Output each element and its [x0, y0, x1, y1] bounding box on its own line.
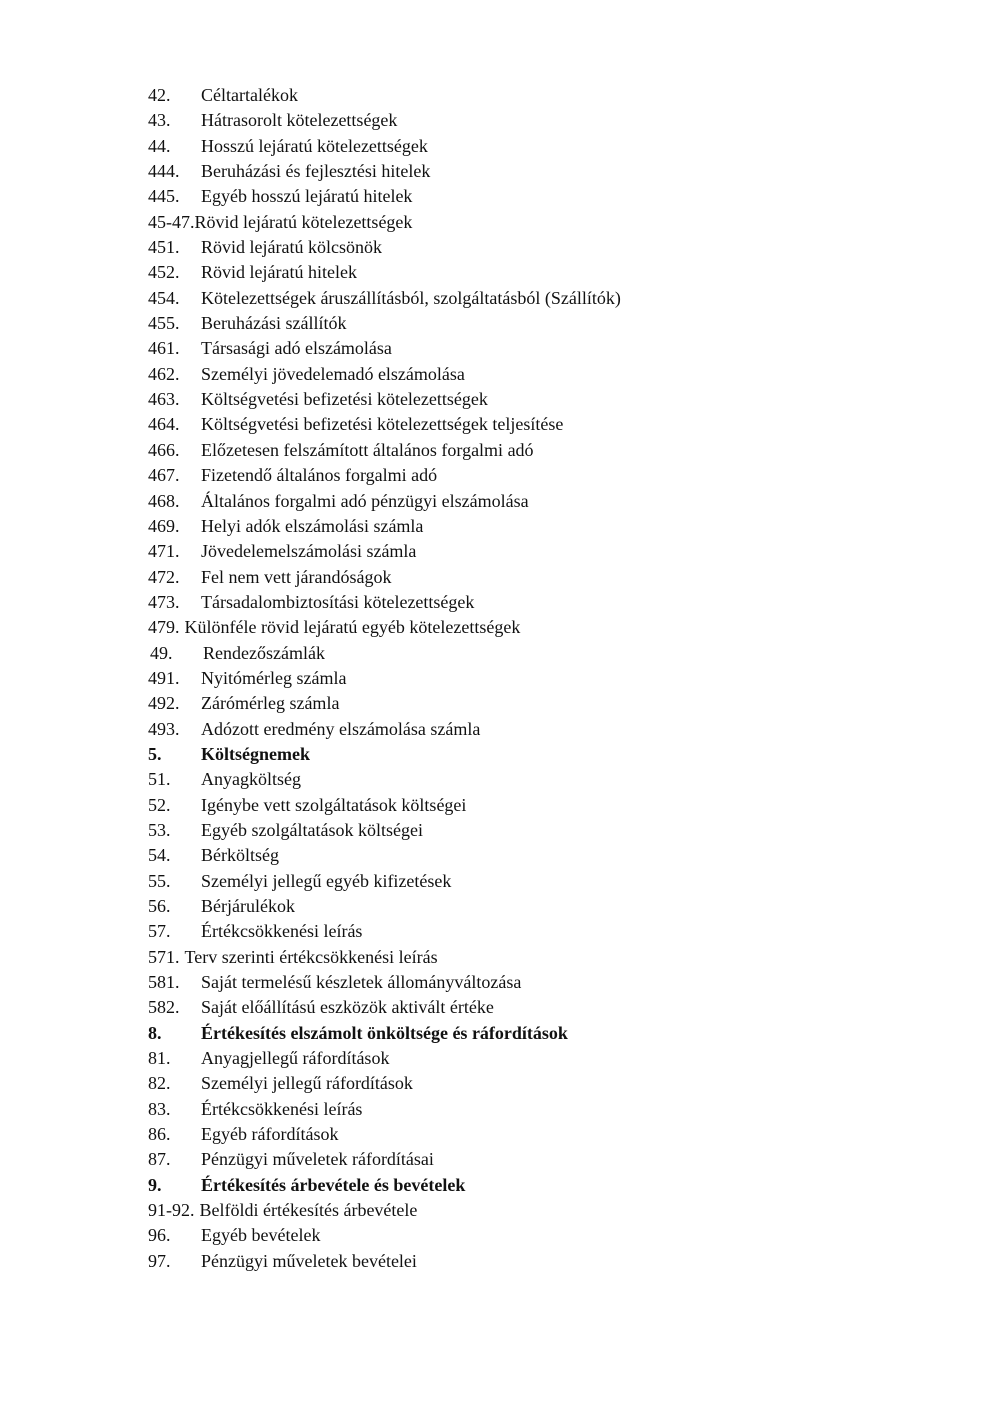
account-number: 9. — [148, 1174, 162, 1195]
account-label: Költségvetési befizetési kötelezettségek teljesítése — [201, 414, 564, 435]
account-number: 56. — [148, 896, 171, 916]
list-item — [148, 387, 948, 412]
account-number: 91-92. — [148, 1200, 195, 1221]
account-label: Különféle rövid lejáratú egyéb kötelezettségek — [184, 617, 521, 638]
list-item — [148, 1071, 948, 1096]
account-label: Értékcsökkenési leírás — [201, 921, 363, 942]
account-label: Hosszú lejáratú kötelezettségek — [201, 135, 428, 156]
list-item — [148, 539, 948, 564]
list-item — [148, 463, 948, 488]
account-number: 81. — [148, 1048, 171, 1069]
account-number: 463. — [148, 389, 180, 410]
account-number: 54. — [148, 845, 171, 866]
account-label: Nyitómérleg számla — [201, 667, 347, 688]
account-number: 97. — [148, 1250, 171, 1271]
account-number: 466. — [148, 439, 180, 460]
list-item — [148, 83, 948, 108]
account-label: Társasági adó elszámolása — [201, 338, 392, 359]
account-number: 452. — [148, 262, 180, 283]
account-number: 52. — [148, 794, 171, 815]
account-number: 582. — [148, 997, 180, 1018]
list-item — [148, 1249, 948, 1274]
list-item — [148, 159, 948, 184]
account-label: Társadalombiztosítási kötelezettségek — [201, 591, 475, 612]
account-label: Saját előállítású eszközök aktivált értéke — [201, 997, 494, 1018]
account-label: Általános forgalmi adó pénzügyi elszámolása — [201, 490, 529, 511]
list-item — [148, 1122, 948, 1147]
list-item — [148, 438, 948, 463]
list-item — [148, 1223, 948, 1248]
account-label: Helyi adók elszámolási számla — [201, 515, 424, 536]
list-item — [148, 565, 948, 590]
account-label: Rövid lejáratú kölcsönök — [201, 237, 382, 258]
list-item — [148, 260, 948, 285]
list-item — [148, 919, 948, 944]
account-number: 464. — [148, 414, 180, 435]
account-number: 57. — [148, 921, 171, 942]
account-label: Anyagjellegű ráfordítások — [201, 1048, 390, 1069]
account-number: 462. — [148, 363, 180, 384]
account-number: 571. — [148, 946, 180, 967]
list-item — [148, 1097, 948, 1122]
list-item — [148, 894, 948, 919]
list-item — [148, 134, 948, 159]
account-label: Hátrasorolt kötelezettségek — [201, 110, 398, 131]
list-item — [148, 691, 948, 716]
list-item — [148, 1046, 948, 1071]
list-item — [148, 311, 948, 336]
list-item — [148, 970, 948, 995]
account-number: 445. — [148, 186, 180, 207]
account-label: Bérjárulékok — [201, 896, 295, 916]
account-number: 42. — [148, 85, 171, 105]
account-label: Értékesítés elszámolt önköltsége és ráfordítások — [201, 1022, 568, 1043]
list-item — [148, 184, 948, 209]
list-item — [148, 514, 948, 539]
account-number: 86. — [148, 1124, 171, 1145]
account-number: 468. — [148, 490, 180, 511]
section-heading — [148, 1021, 948, 1046]
account-number: 55. — [148, 870, 171, 891]
account-number: 51. — [148, 769, 171, 790]
list-item — [148, 362, 948, 387]
account-label: Értékcsökkenési leírás — [201, 1098, 363, 1119]
account-label: Egyéb szolgáltatások költségei — [201, 819, 423, 840]
list-item — [148, 615, 948, 640]
account-label: Igénybe vett szolgáltatások költségei — [201, 794, 467, 815]
account-label: Fel nem vett járandóságok — [201, 566, 392, 587]
account-number: 491. — [148, 667, 180, 688]
account-number: 479. — [148, 617, 180, 638]
account-label: Rövid lejáratú hitelek — [201, 262, 357, 283]
list-item — [148, 336, 948, 361]
account-number: 5. — [148, 743, 162, 764]
account-label: Egyéb bevételek — [201, 1225, 321, 1246]
list-item — [148, 412, 948, 437]
account-label: Kötelezettségek áruszállításból, szolgáltatásból (Szállítók) — [201, 287, 621, 308]
list-item — [148, 818, 948, 843]
account-number: 8. — [148, 1022, 162, 1043]
account-number: 461. — [148, 338, 180, 359]
list-item — [148, 286, 948, 311]
account-label: Adózott eredmény elszámolása számla — [201, 718, 481, 739]
account-label: Beruházási szállítók — [201, 313, 347, 334]
list-item — [148, 590, 948, 615]
account-label: Költségvetési befizetési kötelezettségek — [201, 389, 488, 410]
list-item — [148, 793, 948, 818]
list-item — [148, 1198, 948, 1223]
account-label: Értékesítés árbevétele és bevételek — [201, 1174, 466, 1195]
account-label: Rövid lejáratú kötelezettségek — [194, 211, 413, 232]
account-label: Személyi jellegű egyéb kifizetések — [201, 870, 452, 891]
account-label: Jövedelemelszámolási számla — [201, 541, 417, 562]
list-item — [148, 108, 948, 133]
account-number: 492. — [148, 693, 180, 714]
account-number: 82. — [148, 1073, 171, 1094]
account-number: 96. — [148, 1225, 171, 1246]
account-label: Egyéb hosszú lejáratú hitelek — [201, 186, 413, 207]
account-number: 471. — [148, 541, 180, 562]
account-label: Egyéb ráfordítások — [201, 1124, 339, 1145]
account-list — [148, 83, 948, 1274]
account-label: Pénzügyi műveletek bevételei — [201, 1250, 417, 1271]
account-label: Terv szerinti értékcsökkenési leírás — [184, 946, 438, 967]
account-number: 581. — [148, 972, 180, 993]
account-label: Beruházási és fejlesztési hitelek — [201, 161, 431, 182]
account-label: Pénzügyi műveletek ráfordításai — [201, 1149, 434, 1170]
account-number: 473. — [148, 591, 180, 612]
account-number: 87. — [148, 1149, 171, 1170]
account-label: Fizetendő általános forgalmi adó — [201, 465, 438, 486]
section-heading — [148, 1173, 948, 1198]
account-label: Zárómérleg számla — [201, 693, 340, 714]
account-number: 455. — [148, 313, 180, 334]
list-item — [148, 945, 948, 970]
list-item — [148, 869, 948, 894]
account-label: Saját termelésű készletek állományváltozása — [201, 972, 522, 993]
account-label: Személyi jövedelemadó elszámolása — [201, 363, 465, 384]
account-label: Bérköltség — [201, 845, 279, 866]
list-item — [148, 235, 948, 260]
account-label: Belföldi értékesítés árbevétele — [199, 1200, 418, 1221]
account-number: 469. — [148, 515, 180, 536]
account-number: 467. — [148, 465, 180, 486]
account-number: 493. — [148, 718, 180, 739]
account-number: 45-47. — [148, 211, 195, 232]
account-label: Céltartalékok — [201, 85, 298, 105]
account-number: 444. — [148, 161, 180, 182]
account-label: Rendezőszámlák — [203, 642, 325, 663]
section-heading — [148, 742, 948, 767]
account-label: Előzetesen felszámított általános forgalmi adó — [201, 439, 534, 460]
account-number: 44. — [148, 135, 171, 156]
account-number: 83. — [148, 1098, 171, 1119]
list-item — [148, 489, 948, 514]
account-number: 454. — [148, 287, 180, 308]
list-item — [148, 717, 948, 742]
list-item — [148, 666, 948, 691]
list-item — [148, 210, 948, 235]
list-item — [148, 641, 948, 666]
account-label: Költségnemek — [201, 743, 310, 764]
account-number: 472. — [148, 566, 180, 587]
list-item — [148, 995, 948, 1020]
list-item — [148, 843, 948, 868]
account-label: Személyi jellegű ráfordítások — [201, 1073, 413, 1094]
list-item — [148, 1147, 948, 1172]
list-item — [148, 767, 948, 792]
account-number: 451. — [148, 237, 180, 258]
account-number: 53. — [148, 819, 171, 840]
account-number: 43. — [148, 110, 171, 131]
account-label: Anyagköltség — [201, 769, 301, 790]
account-number: 49. — [150, 642, 173, 663]
